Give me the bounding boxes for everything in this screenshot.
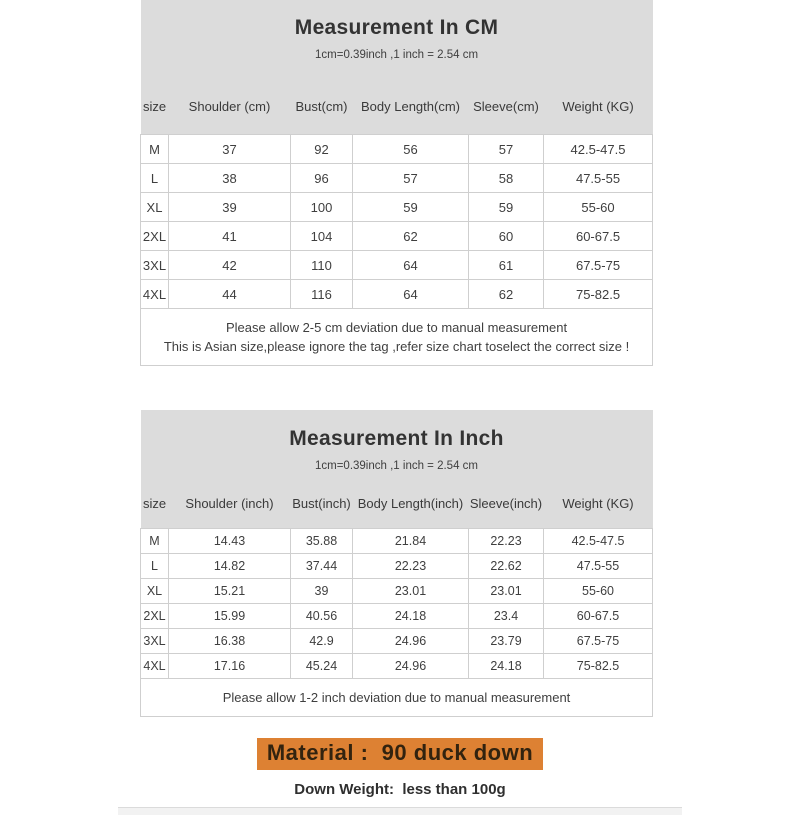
cm-note-line-1: Please allow 2-5 cm deviation due to manual measurement (225, 320, 568, 335)
measurement-cell: 42.9 (291, 629, 353, 654)
material-label: Material : 90 duck down (266, 740, 534, 765)
measurement-cell: 110 (291, 251, 353, 280)
measurement-cell: 42.5-47.5 (544, 529, 653, 554)
inch-notes (141, 679, 653, 717)
size-row (141, 251, 653, 280)
column-header: Weight (KG) (544, 78, 653, 135)
column-header: Body Length(inch) (353, 478, 469, 529)
measurement-cell: 44 (169, 280, 291, 309)
measurement-cell: 59 (469, 193, 544, 222)
column-header: Shoulder (cm) (169, 78, 291, 135)
measurement-cell: 22.62 (469, 554, 544, 579)
measurement-cell: 62 (353, 222, 469, 251)
cm-section (140, 0, 652, 366)
measurement-cell: 47.5-55 (544, 164, 653, 193)
measurement-cell: 21.84 (353, 529, 469, 554)
measurement-cell: 39 (169, 193, 291, 222)
measurement-cell: 45.24 (291, 654, 353, 679)
measurement-cell: 61 (469, 251, 544, 280)
measurement-cell: 35.88 (291, 529, 353, 554)
measurement-cell: 38 (169, 164, 291, 193)
material-row (0, 738, 800, 770)
size-row (141, 164, 653, 193)
measurement-cell: 23.4 (469, 604, 544, 629)
inch-table-header (141, 410, 653, 529)
inch-column-header-row (141, 478, 653, 529)
cm-title: Measurement In CM (294, 16, 499, 39)
measurement-cell: 42.5-47.5 (544, 135, 653, 164)
measurement-cell: 22.23 (353, 554, 469, 579)
measurement-cell: 55-60 (544, 579, 653, 604)
measurement-cell: 41 (169, 222, 291, 251)
size-row (141, 654, 653, 679)
column-header: Shoulder (inch) (169, 478, 291, 529)
size-label-cell: 2XL (141, 604, 169, 629)
size-row (141, 604, 653, 629)
measurement-cell: 100 (291, 193, 353, 222)
size-row (141, 222, 653, 251)
column-header: Sleeve(cm) (469, 78, 544, 135)
measurement-cell: 15.99 (169, 604, 291, 629)
size-row (141, 554, 653, 579)
measurement-cell: 42 (169, 251, 291, 280)
measurement-cell: 57 (353, 164, 469, 193)
cm-notes-cell (141, 309, 653, 366)
measurement-cell: 60 (469, 222, 544, 251)
measurement-cell: 24.96 (353, 629, 469, 654)
measurement-cell: 55-60 (544, 193, 653, 222)
size-label-cell: L (141, 164, 169, 193)
inch-note-line-1: Please allow 1-2 inch deviation due to manual measurement (222, 690, 571, 705)
inch-title: Measurement In Inch (289, 427, 504, 450)
inch-subtitle: 1cm=0.39inch ,1 inch = 2.54 cm (314, 460, 478, 472)
measurement-cell: 23.79 (469, 629, 544, 654)
measurement-cell: 24.18 (469, 654, 544, 679)
next-section-edge (118, 807, 682, 815)
column-header: Bust(cm) (291, 78, 353, 135)
column-header: size (141, 478, 169, 529)
column-header: Bust(inch) (291, 478, 353, 529)
measurement-cell: 92 (291, 135, 353, 164)
measurement-cell: 96 (291, 164, 353, 193)
measurement-cell: 104 (291, 222, 353, 251)
size-label-cell: 3XL (141, 629, 169, 654)
measurement-cell: 23.01 (469, 579, 544, 604)
measurement-cell: 75-82.5 (544, 280, 653, 309)
size-label-cell: M (141, 135, 169, 164)
measurement-cell: 16.38 (169, 629, 291, 654)
size-label-cell: 2XL (141, 222, 169, 251)
material-highlight (257, 738, 543, 770)
measurement-cell: 39 (291, 579, 353, 604)
measurement-cell: 23.01 (353, 579, 469, 604)
measurement-cell: 14.43 (169, 529, 291, 554)
measurement-cell: 75-82.5 (544, 654, 653, 679)
size-label-cell: M (141, 529, 169, 554)
inch-table-body (141, 529, 653, 679)
size-row (141, 629, 653, 654)
column-header: Weight (KG) (544, 478, 653, 529)
size-label-cell: L (141, 554, 169, 579)
size-row (141, 579, 653, 604)
column-header: size (141, 78, 169, 135)
measurement-cell: 14.82 (169, 554, 291, 579)
size-label-cell: XL (141, 193, 169, 222)
cm-subtitle: 1cm=0.39inch ,1 inch = 2.54 cm (315, 49, 479, 61)
down-weight-label: Down Weight: less than 100g (294, 781, 506, 798)
size-row (141, 280, 653, 309)
size-row (141, 193, 653, 222)
size-label-cell: 4XL (141, 280, 169, 309)
cm-table-header (141, 0, 653, 135)
measurement-cell: 60-67.5 (544, 222, 653, 251)
measurement-cell: 59 (353, 193, 469, 222)
cm-column-header-row (141, 78, 653, 135)
column-header: Body Length(cm) (353, 78, 469, 135)
measurement-cell: 58 (469, 164, 544, 193)
measurement-cell: 64 (353, 280, 469, 309)
measurement-cell: 22.23 (469, 529, 544, 554)
measurement-cell: 67.5-75 (544, 251, 653, 280)
measurement-cell: 40.56 (291, 604, 353, 629)
cm-notes (141, 309, 653, 366)
size-label-cell: 3XL (141, 251, 169, 280)
size-label-cell: 4XL (141, 654, 169, 679)
inch-notes-cell (141, 679, 653, 717)
measurement-cell: 15.21 (169, 579, 291, 604)
measurement-cell: 64 (353, 251, 469, 280)
size-row (141, 135, 653, 164)
measurement-cell: 60-67.5 (544, 604, 653, 629)
cm-note-line-2: This is Asian size,please ignore the tag ,refer size chart toselect the correct size ! (163, 339, 630, 354)
measurement-cell: 57 (469, 135, 544, 164)
measurement-cell: 62 (469, 280, 544, 309)
measurement-cell: 24.18 (353, 604, 469, 629)
measurement-cell: 37.44 (291, 554, 353, 579)
size-row (141, 529, 653, 554)
size-label-cell: XL (141, 579, 169, 604)
measurement-cell: 37 (169, 135, 291, 164)
measurement-cell: 116 (291, 280, 353, 309)
measurement-cell: 56 (353, 135, 469, 164)
cm-size-table (140, 0, 653, 366)
inch-size-table (140, 410, 653, 717)
measurement-cell: 67.5-75 (544, 629, 653, 654)
measurement-cell: 24.96 (353, 654, 469, 679)
measurement-cell: 17.16 (169, 654, 291, 679)
column-header: Sleeve(inch) (469, 478, 544, 529)
measurement-cell: 47.5-55 (544, 554, 653, 579)
cm-table-body (141, 135, 653, 309)
inch-section (140, 410, 652, 717)
